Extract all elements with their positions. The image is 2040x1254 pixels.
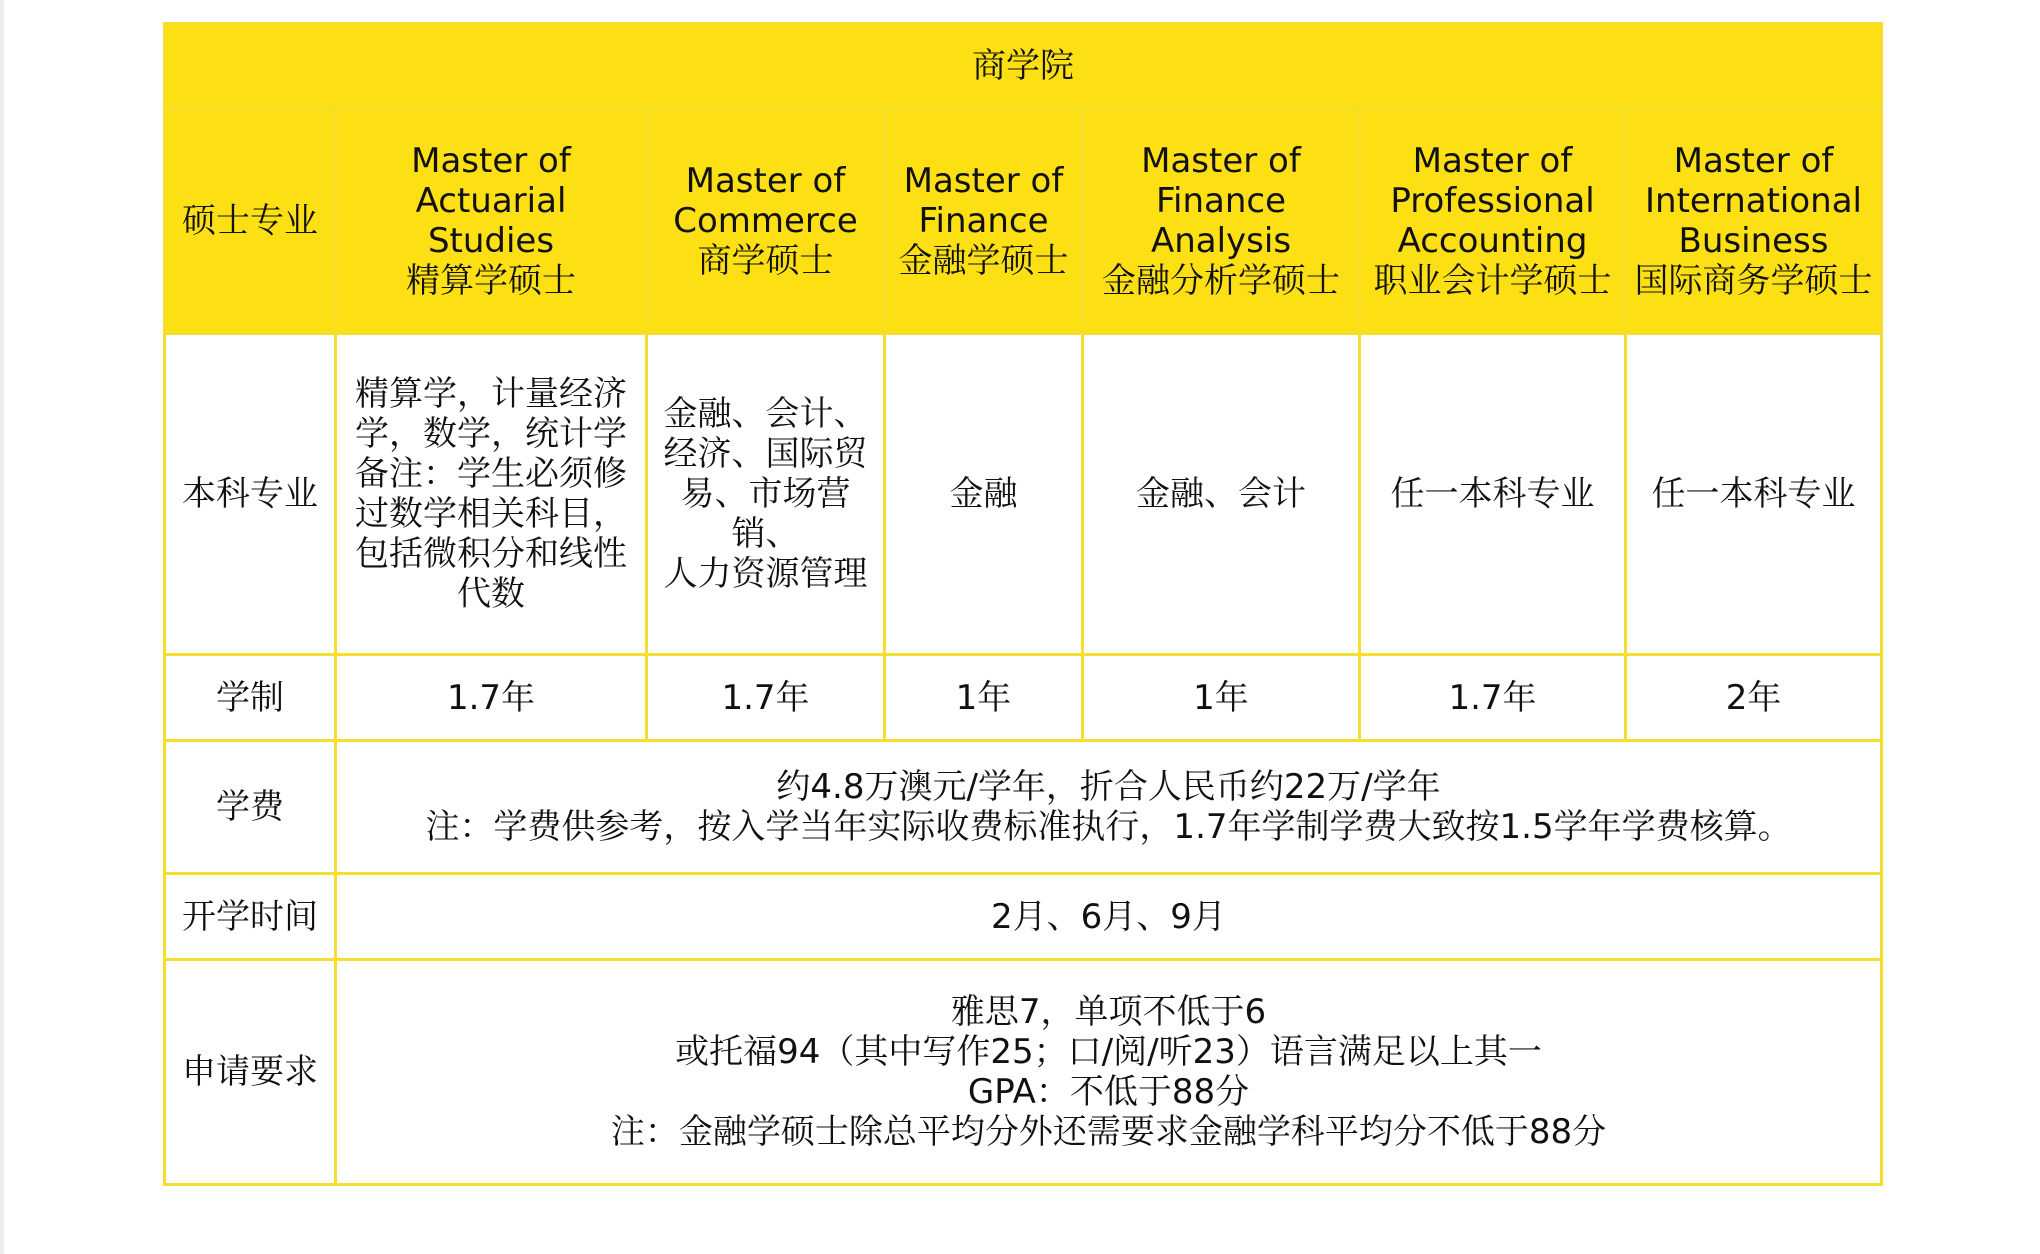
row-label-master-program: 硕士专业 bbox=[165, 109, 336, 334]
undergrad-major-line: 易、市场营销、 bbox=[680, 474, 851, 554]
requirements-row bbox=[165, 960, 1882, 1185]
program-name-line: Analysis bbox=[1150, 221, 1292, 261]
program-name-line: Commerce bbox=[673, 201, 858, 241]
program-name-line: 职业会计学硕士 bbox=[1373, 261, 1612, 301]
row-label-duration: 学制 bbox=[165, 655, 336, 741]
undergrad-major-cell bbox=[1360, 334, 1626, 655]
row-label-intake: 开学时间 bbox=[165, 874, 336, 960]
duration-cell: 1年 bbox=[1083, 655, 1360, 741]
school-title: 商学院 bbox=[165, 24, 1882, 109]
duration-cell: 1年 bbox=[885, 655, 1083, 741]
undergrad-major-line: 金融、会计、 bbox=[663, 394, 868, 434]
undergrad-major-line: 精算学，计量经济 bbox=[355, 374, 627, 414]
tuition-row bbox=[165, 741, 1882, 874]
undergrad-major-cell bbox=[336, 334, 647, 655]
program-name-line: Studies bbox=[427, 221, 555, 261]
undergrad-major-cell bbox=[885, 334, 1083, 655]
undergrad-major-cell bbox=[647, 334, 885, 655]
program-header-cell bbox=[1083, 109, 1360, 334]
program-name-line: 商学硕士 bbox=[697, 241, 834, 281]
requirement-line: 注：金融学硕士除总平均分外还需要求金融学科平均分不低于88分 bbox=[610, 1112, 1607, 1152]
program-name-line: International bbox=[1645, 181, 1862, 221]
program-name-line: Master of bbox=[1141, 141, 1301, 181]
program-header-row bbox=[165, 109, 1882, 334]
duration-cell: 2年 bbox=[1626, 655, 1882, 741]
undergrad-major-line: 过数学相关科目， bbox=[355, 494, 627, 534]
undergrad-major-row bbox=[165, 334, 1882, 655]
table-title-row bbox=[165, 24, 1882, 109]
undergrad-major-line: 金融、会计 bbox=[1136, 474, 1306, 514]
program-name-line: Finance bbox=[1155, 181, 1287, 221]
program-header-cell bbox=[1360, 109, 1626, 334]
business-school-program-table bbox=[163, 22, 1883, 1186]
tuition-cell bbox=[336, 741, 1882, 874]
program-name-line: 精算学硕士 bbox=[406, 261, 576, 301]
undergrad-major-line: 金融 bbox=[949, 474, 1018, 514]
duration-cell: 1.7年 bbox=[336, 655, 647, 741]
requirements-cell bbox=[336, 960, 1882, 1185]
undergrad-major-line: 代数 bbox=[457, 574, 525, 614]
requirement-line: 雅思7，单项不低于6 bbox=[950, 992, 1267, 1032]
undergrad-major-line: 包括微积分和线性 bbox=[355, 534, 627, 574]
program-name-line: 国际商务学硕士 bbox=[1634, 261, 1873, 301]
program-name-line: Master of bbox=[685, 161, 846, 201]
undergrad-major-cell bbox=[1626, 334, 1882, 655]
program-name-line: Professional bbox=[1390, 181, 1595, 221]
row-label-requirements: 申请要求 bbox=[165, 960, 336, 1185]
program-name-line: Master of bbox=[1673, 141, 1834, 181]
row-label-undergrad-major: 本科专业 bbox=[165, 334, 336, 655]
program-name-line: 金融分析学硕士 bbox=[1102, 261, 1340, 301]
duration-cell: 1.7年 bbox=[1360, 655, 1626, 741]
undergrad-major-line: 学，数学，统计学 bbox=[355, 414, 627, 454]
tuition-note: 注：学费供参考，按入学当年实际收费标准执行，1.7年学制学费大致按1.5学年学费核算。 bbox=[425, 807, 1792, 847]
page-left-edge bbox=[0, 0, 4, 1254]
intake-row bbox=[165, 874, 1882, 960]
requirement-line: 或托福94（其中写作25；口/阅/听23）语言满足以上其一 bbox=[675, 1032, 1542, 1072]
intake-cell: 2月、6月、9月 bbox=[336, 874, 1882, 960]
program-header-cell bbox=[885, 109, 1083, 334]
duration-row bbox=[165, 655, 1882, 741]
undergrad-major-cell bbox=[1083, 334, 1360, 655]
program-header-cell bbox=[336, 109, 647, 334]
duration-cell: 1.7年 bbox=[647, 655, 885, 741]
program-header-cell bbox=[1626, 109, 1882, 334]
undergrad-major-line: 备注：学生必须修 bbox=[355, 454, 627, 494]
program-name-line: Master of bbox=[903, 161, 1064, 201]
tuition-amount: 约4.8万澳元/学年，折合人民币约22万/学年 bbox=[776, 767, 1441, 807]
program-header-cell bbox=[647, 109, 885, 334]
program-name-line: Finance bbox=[918, 201, 1049, 241]
program-name-line: Business bbox=[1678, 221, 1829, 261]
undergrad-major-line: 人力资源管理 bbox=[663, 554, 868, 594]
program-name-line: Master of bbox=[1412, 141, 1573, 181]
undergrad-major-line: 经济、国际贸 bbox=[663, 434, 868, 474]
undergrad-major-line: 任一本科专业 bbox=[1651, 474, 1856, 514]
row-label-tuition: 学费 bbox=[165, 741, 336, 874]
undergrad-major-line: 任一本科专业 bbox=[1390, 474, 1595, 514]
program-name-line: 金融学硕士 bbox=[898, 241, 1069, 281]
program-name-line: Accounting bbox=[1397, 221, 1588, 261]
program-name-line: Master of Actuarial bbox=[411, 141, 571, 221]
requirement-line: GPA：不低于88分 bbox=[967, 1072, 1250, 1112]
